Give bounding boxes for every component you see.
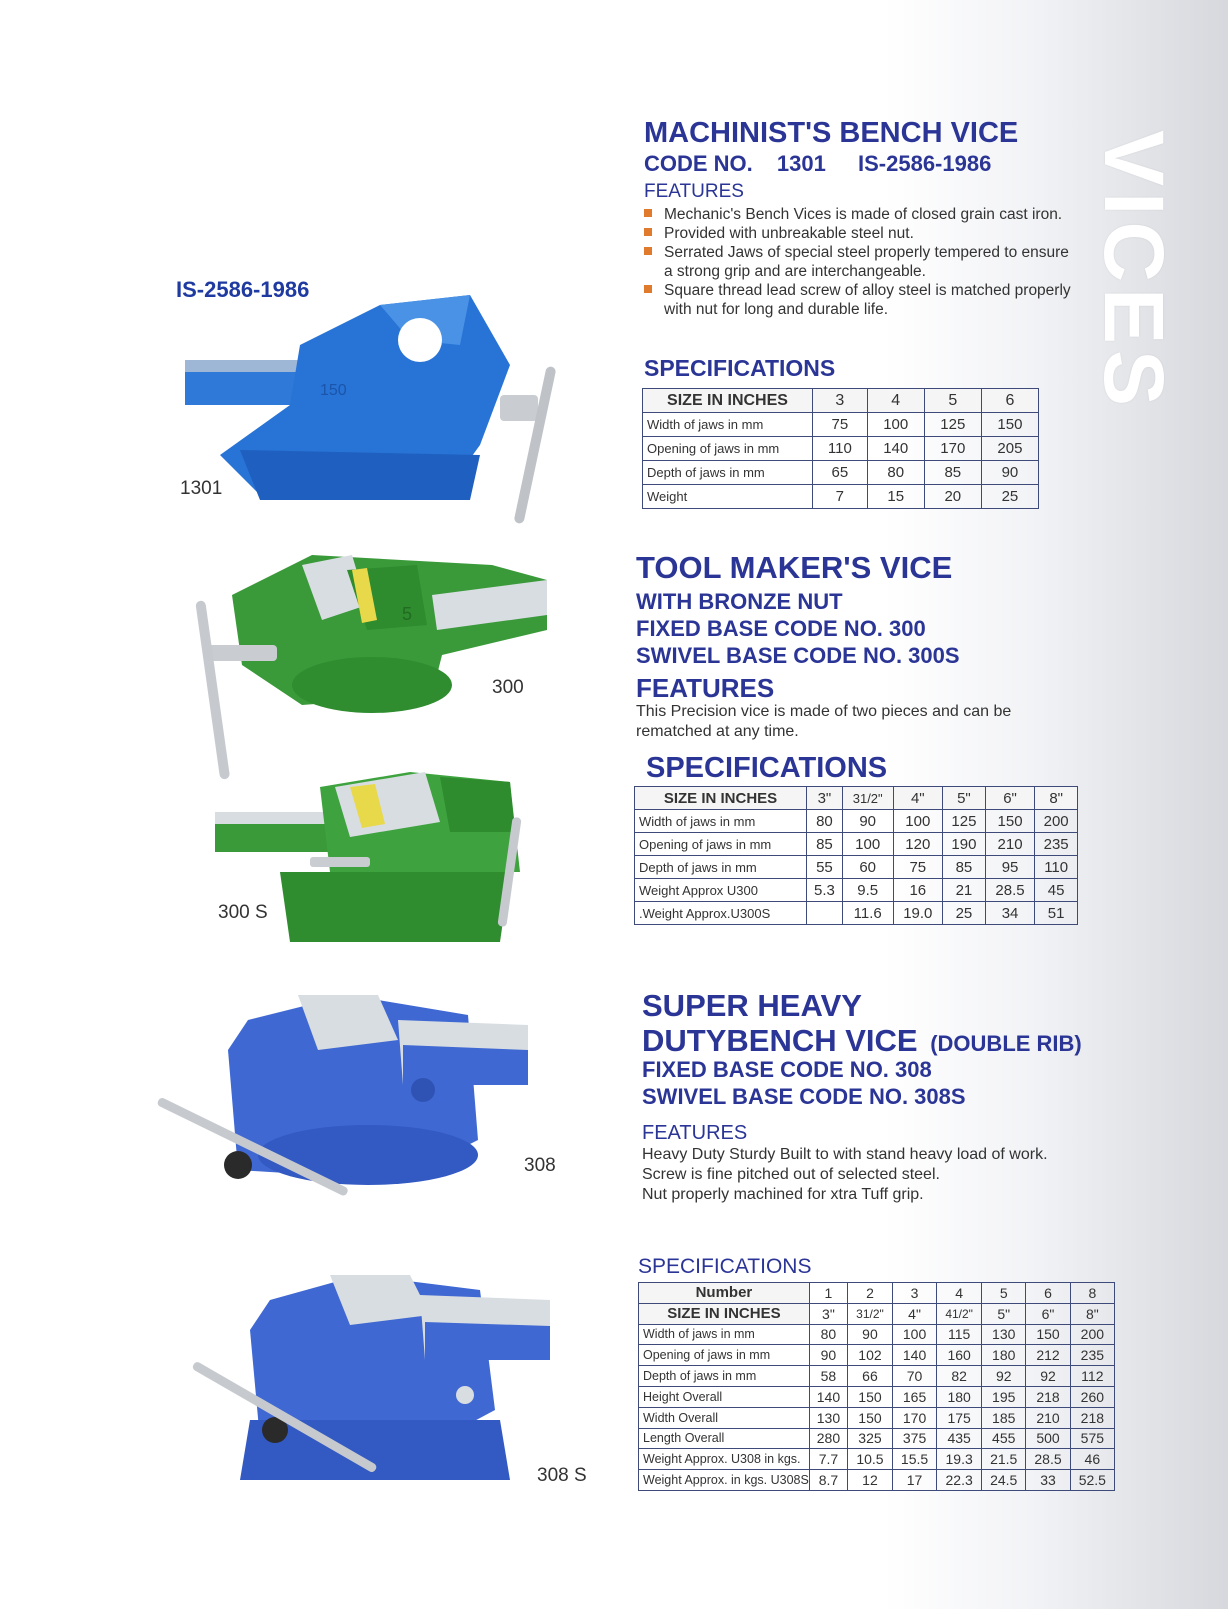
table-cell: 34	[985, 902, 1035, 925]
table-row	[639, 1428, 1115, 1449]
table-cell: 110	[1035, 856, 1078, 879]
table-cell: 150	[1026, 1324, 1070, 1345]
table-header-cell: 6"	[985, 787, 1035, 810]
table-cell: Depth of jaws in mm	[639, 1366, 810, 1387]
table-cell: 33	[1026, 1470, 1070, 1491]
table-row	[635, 902, 1078, 925]
table-cell: Length Overall	[639, 1428, 810, 1449]
table-row	[635, 833, 1078, 856]
table-cell: Width of jaws in mm	[639, 1324, 810, 1345]
table-cell: 195	[982, 1386, 1026, 1407]
list-item: Nut properly machined for xtra Tuff grip.	[642, 1186, 924, 1203]
table-cell: 2	[848, 1283, 893, 1304]
table-cell: 52.5	[1070, 1470, 1114, 1491]
table-cell: 235	[1035, 833, 1078, 856]
section2-spec-heading: SPECIFICATIONS	[646, 752, 888, 784]
table-cell: 6	[1026, 1283, 1070, 1304]
table-header-cell: 3"	[807, 787, 843, 810]
table-cell: 21.5	[982, 1449, 1026, 1470]
table-row	[639, 1324, 1115, 1345]
table-cell: 8	[1070, 1283, 1114, 1304]
model-label-300: 300	[492, 677, 524, 698]
table-number-row	[639, 1283, 1115, 1304]
table-cell: 200	[1035, 810, 1078, 833]
table-cell: 175	[937, 1407, 982, 1428]
section2-line2: WITH BRONZE NUT	[636, 589, 843, 614]
table-cell: 140	[809, 1386, 847, 1407]
section1-code-line	[644, 151, 991, 177]
section1-spec-heading: SPECIFICATIONS	[644, 355, 836, 381]
table-cell: 130	[982, 1324, 1026, 1345]
table-header-row	[635, 787, 1078, 810]
table-cell: 85	[807, 833, 843, 856]
table-cell: 80	[867, 461, 924, 485]
table-cell: 80	[809, 1324, 847, 1345]
table-cell: 280	[809, 1428, 847, 1449]
section3-line4: SWIVEL BASE CODE NO. 308S	[642, 1084, 966, 1109]
table-cell: 190	[943, 833, 986, 856]
section2-spec-table	[634, 786, 1078, 925]
table-cell: 120	[893, 833, 943, 856]
table-cell: 12	[848, 1470, 893, 1491]
section3-features-list	[642, 1145, 1102, 1205]
table-cell: 28.5	[985, 879, 1035, 902]
list-item: Mechanic's Bench Vices is made of closed grain cast iron.	[642, 205, 1072, 224]
table-cell: 165	[892, 1386, 936, 1407]
list-item: Provided with unbreakable steel nut.	[642, 224, 1072, 243]
standard-label: IS-2586-1986	[176, 277, 310, 302]
model-label-300s: 300 S	[218, 902, 268, 923]
table-cell: 4"	[892, 1303, 936, 1324]
section2-features-heading: FEATURES	[636, 673, 775, 703]
section1-spec-table	[642, 388, 1039, 509]
vice-1301-image	[180, 285, 560, 545]
table-row	[639, 1386, 1115, 1407]
table-cell: 115	[937, 1324, 982, 1345]
table-cell: 205	[981, 437, 1038, 461]
table-cell: 5	[982, 1283, 1026, 1304]
table-cell: Weight Approx. in kgs. U308S	[639, 1470, 810, 1491]
table-cell: 41/2"	[937, 1303, 982, 1324]
table-cell: 112	[1070, 1366, 1114, 1387]
section3-title-suffix: (DOUBLE RIB)	[930, 1031, 1082, 1056]
table-cell: Depth of jaws in mm	[635, 856, 807, 879]
table-cell: 6"	[1026, 1303, 1070, 1324]
table-header-cell: 31/2"	[842, 787, 893, 810]
table-cell: Opening of jaws in mm	[635, 833, 807, 856]
table-cell: 92	[982, 1366, 1026, 1387]
table-row	[639, 1366, 1115, 1387]
svg-text:5: 5	[402, 604, 413, 624]
vice-300s-image	[210, 762, 550, 972]
table-cell: 46	[1070, 1449, 1114, 1470]
table-cell: 28.5	[1026, 1449, 1070, 1470]
table-cell: 500	[1026, 1428, 1070, 1449]
table-cell: Weight Approx U300	[635, 879, 807, 902]
table-cell: 10.5	[848, 1449, 893, 1470]
section3-spec-heading: SPECIFICATIONS	[638, 1255, 812, 1278]
table-cell: 15.5	[892, 1449, 936, 1470]
table-header-row	[639, 1303, 1115, 1324]
table-cell: 455	[982, 1428, 1026, 1449]
section3-features-heading: FEATURES	[642, 1122, 748, 1144]
table-cell: 25	[981, 485, 1038, 509]
table-header-cell: 6	[981, 389, 1038, 413]
table-cell: 185	[982, 1407, 1026, 1428]
section1-title: MACHINIST'S BENCH VICE	[644, 117, 1019, 149]
table-row	[643, 461, 1039, 485]
table-row	[639, 1345, 1115, 1366]
table-cell: 110	[813, 437, 868, 461]
table-cell: 45	[1035, 879, 1078, 902]
table-cell: 90	[809, 1345, 847, 1366]
model-label-308s: 308 S	[537, 1465, 587, 1486]
side-tab-vices: VICES	[1087, 130, 1181, 413]
table-cell: 85	[943, 856, 986, 879]
table-cell: Width Overall	[639, 1407, 810, 1428]
table-cell: 4	[937, 1283, 982, 1304]
table-header-cell: SIZE IN INCHES	[639, 1303, 810, 1324]
table-header-cell: 5"	[943, 787, 986, 810]
table-cell: 20	[924, 485, 981, 509]
table-cell: 150	[848, 1407, 893, 1428]
svg-text:150: 150	[320, 382, 347, 399]
table-cell: 5.3	[807, 879, 843, 902]
table-row	[643, 485, 1039, 509]
table-cell: 150	[981, 413, 1038, 437]
table-cell: 170	[924, 437, 981, 461]
table-cell: 11.6	[842, 902, 893, 925]
table-cell: 19.0	[893, 902, 943, 925]
table-header-cell: 3	[813, 389, 868, 413]
table-cell: 100	[867, 413, 924, 437]
table-cell: Width of jaws in mm	[635, 810, 807, 833]
table-cell: Width of jaws in mm	[643, 413, 813, 437]
table-cell: 100	[893, 810, 943, 833]
table-header-cell: SIZE IN INCHES	[643, 389, 813, 413]
table-header-cell: Number	[639, 1283, 810, 1304]
table-cell: 15	[867, 485, 924, 509]
list-item: Serrated Jaws of special steel properly tempered to ensure a strong grip and are interchangeable.	[642, 243, 1072, 281]
table-cell: 150	[985, 810, 1035, 833]
table-cell: 218	[1026, 1386, 1070, 1407]
table-cell: 3"	[809, 1303, 847, 1324]
section1-standard: IS-2586-1986	[858, 151, 992, 176]
list-item: Screw is fine pitched out of selected steel.	[642, 1166, 940, 1183]
model-label-308: 308	[524, 1155, 556, 1176]
table-cell: 180	[982, 1345, 1026, 1366]
table-cell: 1	[809, 1283, 847, 1304]
table-cell: 85	[924, 461, 981, 485]
table-cell: 325	[848, 1428, 893, 1449]
table-cell: 3	[892, 1283, 936, 1304]
table-cell: 8"	[1070, 1303, 1114, 1324]
table-cell: 212	[1026, 1345, 1070, 1366]
list-item: Heavy Duty Sturdy Built to with stand heavy load of work.	[642, 1146, 1048, 1163]
table-cell: 7	[813, 485, 868, 509]
table-cell: 19.3	[937, 1449, 982, 1470]
table-cell: 180	[937, 1386, 982, 1407]
table-cell: 60	[842, 856, 893, 879]
table-cell: 90	[842, 810, 893, 833]
table-cell: 51	[1035, 902, 1078, 925]
table-header-cell: 8"	[1035, 787, 1078, 810]
table-cell: 92	[1026, 1366, 1070, 1387]
section1-code: 1301	[776, 151, 826, 176]
table-cell: 260	[1070, 1386, 1114, 1407]
table-cell: 130	[809, 1407, 847, 1428]
table-cell: 66	[848, 1366, 893, 1387]
table-cell: 82	[937, 1366, 982, 1387]
section1-features-heading: FEATURES	[644, 181, 744, 202]
table-cell: 21	[943, 879, 986, 902]
section3-title-line2: DUTYBENCH VICE	[642, 1023, 918, 1058]
table-header-cell: 4	[867, 389, 924, 413]
table-header-cell: 4"	[893, 787, 943, 810]
table-cell: 95	[985, 856, 1035, 879]
table-cell: 8.7	[809, 1470, 847, 1491]
table-cell: 24.5	[982, 1470, 1026, 1491]
table-cell: 9.5	[842, 879, 893, 902]
table-row	[639, 1407, 1115, 1428]
model-label-1301: 1301	[180, 478, 223, 499]
vice-308s-image	[180, 1270, 560, 1530]
list-item: Square thread lead screw of alloy steel is matched properly with nut for long and durable life.	[642, 281, 1072, 319]
table-cell: 200	[1070, 1324, 1114, 1345]
section2-title: TOOL MAKER'S VICE	[636, 550, 953, 585]
table-cell: 100	[842, 833, 893, 856]
table-cell: 22.3	[937, 1470, 982, 1491]
table-cell: 170	[892, 1407, 936, 1428]
table-cell: 235	[1070, 1345, 1114, 1366]
table-cell: 125	[924, 413, 981, 437]
table-cell: 210	[985, 833, 1035, 856]
table-cell: 150	[848, 1386, 893, 1407]
section3-line3: FIXED BASE CODE NO. 308	[642, 1057, 932, 1082]
table-cell: Weight Approx. U308 in kgs.	[639, 1449, 810, 1470]
section3-spec-table	[638, 1282, 1115, 1491]
table-cell: 80	[807, 810, 843, 833]
section2-line3: FIXED BASE CODE NO. 300	[636, 616, 926, 641]
table-row	[643, 413, 1039, 437]
table-cell	[807, 902, 843, 925]
table-cell: 575	[1070, 1428, 1114, 1449]
table-cell: 5"	[982, 1303, 1026, 1324]
table-cell: 210	[1026, 1407, 1070, 1428]
section2-description: This Precision vice is made of two pieces and can be rematched at any time.	[636, 703, 1012, 740]
table-cell: 140	[892, 1345, 936, 1366]
table-cell: 65	[813, 461, 868, 485]
vice-308-image	[148, 990, 538, 1250]
table-cell: 7.7	[809, 1449, 847, 1470]
table-cell: .Weight Approx.U300S	[635, 902, 807, 925]
table-header-row	[643, 389, 1039, 413]
table-cell: 160	[937, 1345, 982, 1366]
table-cell: Opening of jaws in mm	[639, 1345, 810, 1366]
table-cell: 435	[937, 1428, 982, 1449]
section1-code-prefix: CODE NO.	[644, 151, 753, 176]
table-row	[635, 810, 1078, 833]
table-cell: Weight	[643, 485, 813, 509]
table-cell: 75	[893, 856, 943, 879]
table-cell: 31/2"	[848, 1303, 893, 1324]
table-cell: 140	[867, 437, 924, 461]
table-row	[639, 1449, 1115, 1470]
table-header-cell: SIZE IN INCHES	[635, 787, 807, 810]
table-row	[635, 879, 1078, 902]
table-cell: 100	[892, 1324, 936, 1345]
table-cell: 16	[893, 879, 943, 902]
table-row	[639, 1470, 1115, 1491]
table-cell: 55	[807, 856, 843, 879]
table-cell: 375	[892, 1428, 936, 1449]
table-cell: 125	[943, 810, 986, 833]
table-row	[635, 856, 1078, 879]
table-cell: 58	[809, 1366, 847, 1387]
table-row	[643, 437, 1039, 461]
table-cell: 90	[848, 1324, 893, 1345]
table-cell: 25	[943, 902, 986, 925]
table-cell: 102	[848, 1345, 893, 1366]
table-header-cell: 5	[924, 389, 981, 413]
section3-title-line2-wrap	[642, 1023, 1082, 1059]
table-cell: Depth of jaws in mm	[643, 461, 813, 485]
table-cell: 75	[813, 413, 868, 437]
table-cell: 90	[981, 461, 1038, 485]
section3-title-line1: SUPER HEAVY	[642, 988, 862, 1023]
table-cell: 218	[1070, 1407, 1114, 1428]
table-cell: Opening of jaws in mm	[643, 437, 813, 461]
table-cell: Height Overall	[639, 1386, 810, 1407]
section2-line4: SWIVEL BASE CODE NO. 300S	[636, 643, 960, 668]
section1-features-list	[642, 205, 1072, 319]
table-cell: 70	[892, 1366, 936, 1387]
table-cell: 17	[892, 1470, 936, 1491]
vice-300-image	[192, 535, 562, 795]
